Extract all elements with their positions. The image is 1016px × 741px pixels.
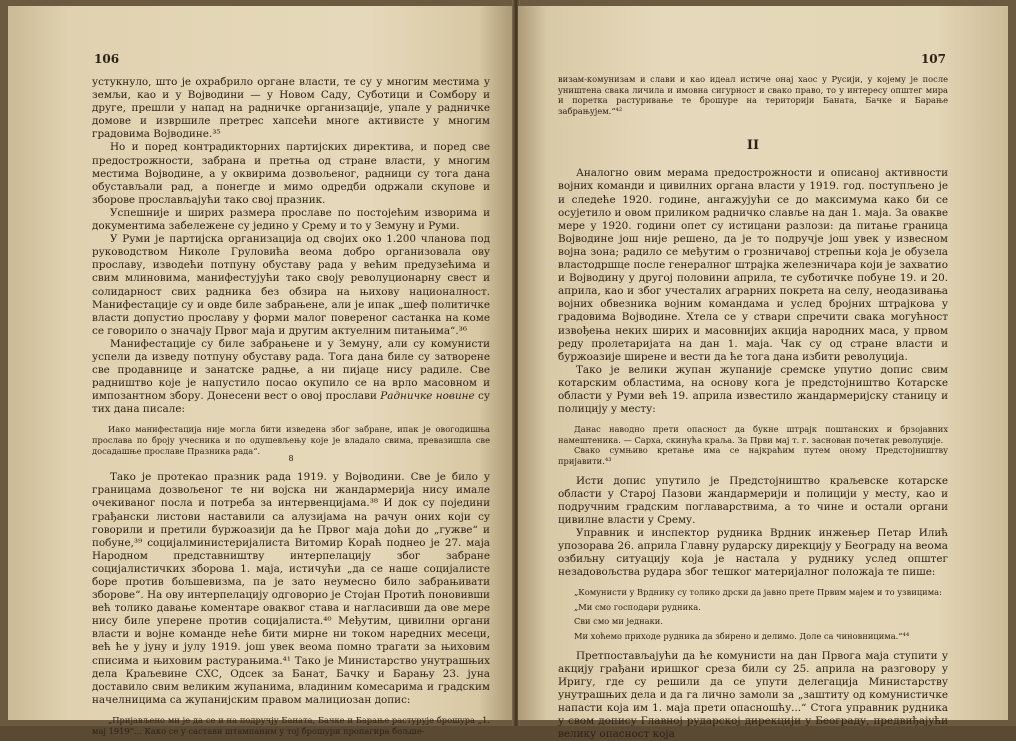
quote-text: Сви смо ми једнаки. [574, 616, 663, 627]
block-quote [558, 424, 948, 466]
footnote-mark: 8 [288, 454, 294, 464]
paragraph-text: су тих дана писале: [92, 390, 490, 416]
block-quote [92, 424, 490, 463]
right-page-text [558, 74, 948, 741]
paragraph: устукнуло, што је охрабрило органе власти, те су у многим местима у земљи, као и у Војводини — у Новом Саду, Суботици и Сомбору и друге, прешли у напад на радничке организације, упале у радничке домове и извршиле претрес хапсећи многе активисте у многим градовима Војводине.³⁵ [92, 76, 490, 141]
paragraph: Исти допис упутило је Предстојништво краљевске котарске области у Старој Пазови жандармерији и полицији у месту, као и подручним градским поглаварствима, а то чине и остали органи цивилне власти у Срему. [558, 474, 948, 526]
left-page [8, 6, 514, 736]
paragraph: Но и поред контрадикторних партијских директива, и поред све предострожности, забрана и претња од стране власти, у многим местима Војводине, а у оквирима дозвољеног, радници су тога дана обустављали рад, а понегде и мимо одредби одржали скупове и зборове прослављајући тако свој празник. [92, 141, 490, 206]
quote-text: „Комунисти у Врднику су толико дрски да јавно прете Првим мајем и то узвицима: [574, 587, 942, 598]
paragraph: Аналогно овим мерама предострожности и описаној активности војних команди и цивилних органа власти у 1919. год. поступљено је и следеће 1920. године, ангажујући се до максимума како би се осујетило и овом приликом радничко славље на дан 1. маја. За овакве мере у 1920. години опет су истицани разлози: да питање граница Војводине још није решено, да је то подручје још увек у извесном војна зона; радило се међутим о грозничавој стрепњи која је обузела властодршце после генералног штрајка железничара који је захватио и Војводину у другој половини априла, те суботичке побуне 19. и 20. априла, као и због учесталих аграрних покрета на селу, неодазивања војних обвезника војним командама и услед бројних штрајкова у градовима Војводине. Хтела се у ствари спречити свака могућност извођења неких ширих и масовнијих акција народних маса, у првом реду пролетаријата на дан 1. маја. Чак су од стране власти и буржоазије ширене и вести да ће тога дана избити револуција. [558, 167, 948, 363]
paragraph: Тако је велики жупан жупаније сремске упутио допис свим котарским областима, на основу кога је предстојништво Котарске области у Руми већ 19. априла известило жандармеријску станицу и полицију у месту: [558, 363, 948, 416]
quote-text: Данас наводно прети опасност да букне штрајк поштанских и брзојавних намештеника. — Сарха, скинућа краља. За Први мај т. г. заснован почетак револуције. [558, 424, 948, 445]
page-number-right: 107 [920, 52, 946, 66]
block-quote [558, 587, 948, 641]
quote-text: Ми хоћемо приходе рудника да збирено и делимо. Доле са чиновницима.“⁴⁴ [574, 631, 910, 642]
page-number-left: 106 [94, 52, 120, 66]
paragraph: Успешније и ширих размера прославе по постојећим изворима и документима забележене су једино у Срему и то у Земуну и Руми. [92, 206, 490, 233]
paragraph: Управник и инспектор рудника Врдник инжењер Петар Илић упозорава 26. априла Главну рударску дирекцију у Београду на веома озбиљну ситуацију која је настала у руднику услед општег незадовољства рудара због тешког материјалног положаја те пише: [558, 526, 948, 579]
paragraph [92, 338, 490, 417]
quote-text: Иако манифестација није могла бити изведена због забране, ипак је овогодишња прослава по броју учесника и по одушевљењу које је владало свима, превазишла све досадашње прославе Празника рада“. [92, 424, 490, 456]
quote-text: „Ми смо господари рудника. [574, 601, 701, 612]
block-quote: „Пријављено ми је да се и на подручју Баната, Бачке и Барање растурује брошура „1. мај 1919“... Како се у састави штампаним у тој брошури пропагира бољше- [92, 714, 490, 736]
quote-text: Свако сумњиво кретање има се најкраћим путем оному Предстојништву пријавити.⁴³ [558, 445, 948, 466]
paragraph: Претпостављајући да ће комунисти на дан Првога маја ступити у акцију грађани иришког среза били су 25. априла на разговору у Иригу, где су решили да се упути делегација Министарству унутрашњих дела и да га лично замоли за „заштиту од комунистичке напасти која им 1. маја прети опасношћу...“ Стога управник рудника у свом допису Главној рударској дирекцији у Београду, предвиђајући велику опасност која [558, 649, 948, 741]
paragraph: У Руми је партијска организација од својих око 1.200 чланова под руководством Николе Груловића веома добро организовала ову прославу, изводећи потпуну обуставу рада у већим предузећима и свим млиновима, манифестујући тако своју револуционарну свест и солидарност свих радника без обзира на њихову националност. Манифестације су и овде биле забрањене, али је ипак „шеф политичке власти допустио прославу у форми малог повереног састанка на коме се говорило о значају Првог маја и другим актуелним питањима“.³⁶ [92, 233, 490, 337]
right-page [518, 6, 1008, 741]
newspaper-title: Радничке новине [380, 390, 475, 403]
block-quote: визам-комунизам и слави и као идеал истиче онај хаос у Русији, у којему је после уништена свака личила и имовна сигурност и свако право, то у интересу општег мира и поретка растуривање те брошуре на територији Баната, Бачке и Барање забрањујем.“⁴² [558, 74, 948, 116]
section-heading: II [746, 138, 760, 154]
left-page-text [92, 76, 490, 736]
paragraph-text: Манифестације су биле забрањене и у Земуну, али су комунисти успели да изведу потпуну обуставу рада. Тога дана биле су затворене све продавнице и занатске радње, а ни пијаце нису радиле. Све радништво које је напустило посао окупило се на врло масовном и импозантном збору. Донесени вест о овој прослави [92, 337, 490, 403]
paragraph: Тако је протекао празник рада 1919. у Војводини. Све је било у границама дозвољеног те ни војска ни жандармерија нису имале очекиваног посла и потреба за интервенцијама.³⁸ И док су поједини грађански листови наставили са алузијама на рачун оних који су говорили и претили буржоазији да ће Првог маја доћи до „гужве“ и побуне,³⁹ социјалминистеријалиста Витомир Кораћ поднео је 27. маја Народном представништву интерпелацију због забране социјалистичких зборова 1. маја, истичући „да се наше социјалисте боре против бољшевизма, па је зато неумесно било забрањивати зборове“. На ову интерпелацију одговорио је Стојан Протић поновивши већ толико давање коментаре оваквог става и нагласивши да ове мере нису биле уперене против социјалиста.⁴⁰ Међутим, цивилни органи власти и војне команде неће бити мирне ни током наредних месеци, већ ће у јуну и јулу 1919. још увек веома помно трагати за њиховим списима и њиховим растурањима.⁴¹ Тако је Министарство унутрашњих дела Краљевине СХС, Одсек за Банат, Бачку и Барању 23. јуна доставило свим великим жупанима, владиним комесарима и градским начелницима са жупанијским правом малициозан допис: [92, 471, 490, 706]
